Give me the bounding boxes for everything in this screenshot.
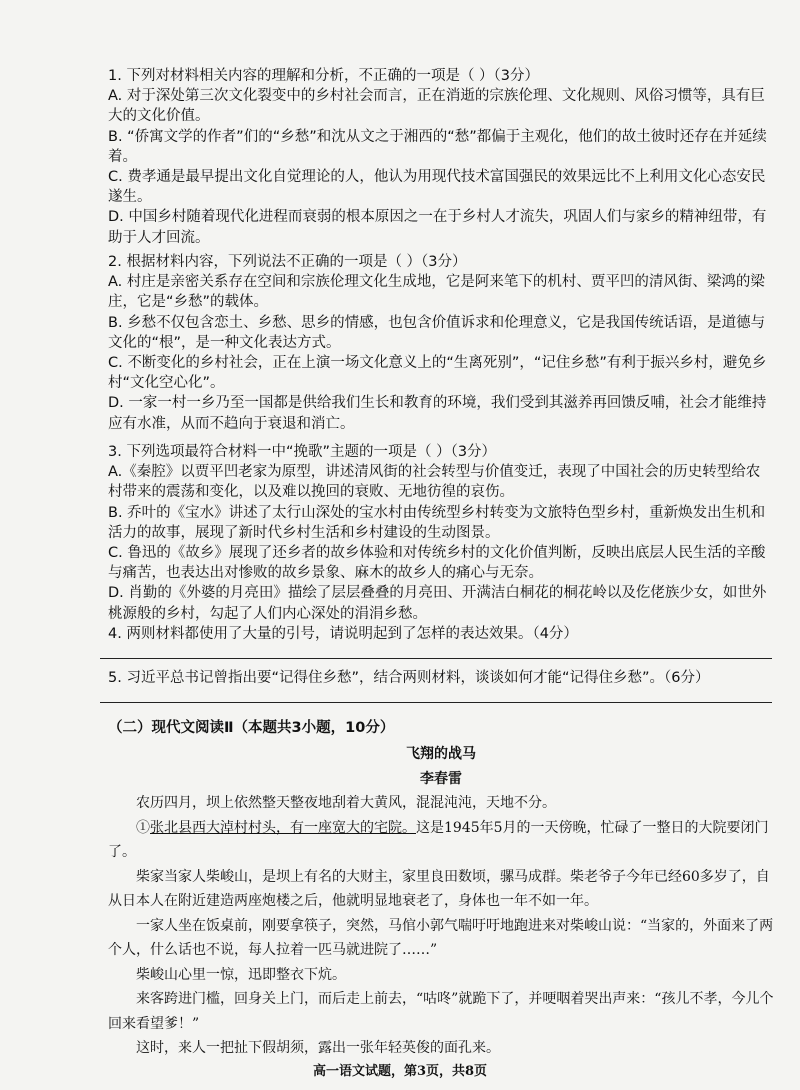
story-author: 李春雷	[420, 770, 462, 787]
question-3-option-c: C. 鲁迅的《故乡》展现了还乡者的故乡体验和对传统乡村的文化价值判断，反映出底层人民生活的辛酸与痛苦，也表达出对惨败的故乡景象、麻木的故乡人的痛心与无奈。	[108, 545, 766, 582]
story-title: 飞翔的战马	[406, 746, 476, 762]
question-3-stem: 3. 下列选项最符合材料一中“挽歌”主题的一项是（ ）（3分）	[108, 444, 497, 460]
question-1-stem: 1. 下列对材料相关内容的理解和分析，不正确的一项是（ ）（3分）	[108, 68, 540, 84]
question-3-option-b: B. 乔叶的《宝水》讲述了太行山深处的宝水村由传统型乡村转变为文旅特色型乡村，重新焕发出生机和活力的故事，展现了新时代乡村生活和乡村建设的生动图景。	[108, 504, 766, 541]
question-1	[108, 66, 774, 248]
story-paragraph	[108, 816, 774, 865]
annotation-marker: ①	[136, 819, 150, 836]
answer-line	[100, 702, 772, 703]
underlined-sentence: 张北县西大淖村村头，有一座宽大的宅院。	[150, 819, 416, 836]
story-paragraph: 来客跨进门槛，回身关上门，而后走上前去，“咕咚”就跪下了，并哽咽着哭出声来：“孩儿不孝，今儿个回来看望爹！”	[108, 991, 774, 1032]
question-2-stem: 2. 根据材料内容，下列说法不正确的一项是（ ）（3分）	[108, 254, 467, 270]
question-4-stem: 4. 两则材料都使用了大量的引号，请说明起到了怎样的表达效果。（4分）	[108, 625, 578, 642]
story-paragraph: 柴峻山心里一惊，迅即整衣下炕。	[136, 966, 346, 983]
story-paragraph-rest: 这是1945年5月的一天傍晚，忙碌了一整日的大院要闭门了。	[108, 819, 769, 860]
question-2-option-a: A. 村庄是亲密关系存在空间和宗族伦理文化生成地，它是阿来笔下的机村、贾平凹的清风街、梁鸿的梁庄，它是“乡愁”的载体。	[108, 274, 765, 311]
question-3-option-d: D. 肖勤的《外婆的月亮田》描绘了层层叠叠的月亮田、开满洁白桐花的桐花岭以及仡佬族少女，如世外桃源般的乡村，勾起了人们内心深处的涓涓乡愁。	[108, 585, 767, 622]
page-footer: 高一语文试题，第3页，共8页	[312, 1064, 488, 1079]
question-1-option-a: A. 对于深处第三次文化裂变中的乡村社会而言，正在消逝的宗族伦理、文化规则、风俗习惯等，具有巨大的文化价值。	[108, 88, 765, 125]
story-paragraph: 柴家当家人柴峻山，是坝上有名的大财主，家里良田数顷，骡马成群。柴老爷子今年已经60多岁了，自从日本人在附近建造两座炮楼之后，他就明显地衰老了，身体也一年不如一年。	[108, 868, 770, 909]
question-1-option-d: D. 中国乡村随着现代化进程而衰弱的根本原因之一在于乡村人才流失，巩固人们与家乡的精神纽带，有助于人才回流。	[108, 209, 767, 246]
story-paragraph: 这时，来人一把扯下假胡须，露出一张年轻英俊的面孔来。	[136, 1040, 500, 1056]
story-paragraph: 农历四月，坝上依然整天整夜地刮着大黄风，混混沌沌，天地不分。	[136, 795, 556, 811]
question-3-option-a: A.《秦腔》以贾平凹老家为原型，讲述清风街的社会转型与价值变迁，表现了中国社会的历史转型给农村带来的震荡和变化，以及难以挽回的衰败、无地彷徨的哀伤。	[108, 464, 761, 501]
story-paragraph: 一家人坐在饭桌前，刚要拿筷子，突然，马倌小郭气喘吁吁地跑进来对柴峻山说：“当家的，外面来了两个人，什么话也不说，每人拉着一匹马就进院了……”	[108, 917, 774, 958]
question-1-option-c: C. 费孝通是最早提出文化自觉理论的人，他认为用现代技术富国强民的效果远比不上利用文化心态安民遂生。	[108, 169, 766, 206]
answer-line	[100, 658, 772, 659]
story	[108, 742, 774, 1061]
question-5	[108, 668, 774, 688]
question-3	[108, 442, 774, 644]
section-heading: （二）现代文阅读Ⅱ（本题共3小题，10分）	[108, 720, 395, 736]
question-2	[108, 252, 774, 434]
question-2-option-b: B. 乡愁不仅包含恋土、乡愁、思乡的情感，也包含价值诉求和伦理意义，它是我国传统话语，是道德与文化的“根”，是一种文化表达方式。	[108, 314, 766, 351]
question-5-stem: 5. 习近平总书记曾指出要“记得住乡愁”，结合两则材料，谈谈如何才能“记得住乡愁”。（6分）	[108, 670, 710, 686]
question-1-option-b: B. “侨寓文学的作者”们的“乡愁”和沈从文之于湘西的“愁”都偏于主观化，他们的故土彼时还存在并延续着。	[108, 128, 767, 165]
question-2-option-d: D. 一家一村一乡乃至一国都是供给我们生长和教育的环境，我们受到其滋养再回馈反哺，社会才能维持应有水准，从而不趋向于衰退和消亡。	[108, 395, 767, 432]
question-2-option-c: C. 不断变化的乡村社会，正在上演一场文化意义上的“生离死别”，“记住乡愁”有利于振兴乡村，避免乡村“文化空心化”。	[108, 355, 767, 392]
